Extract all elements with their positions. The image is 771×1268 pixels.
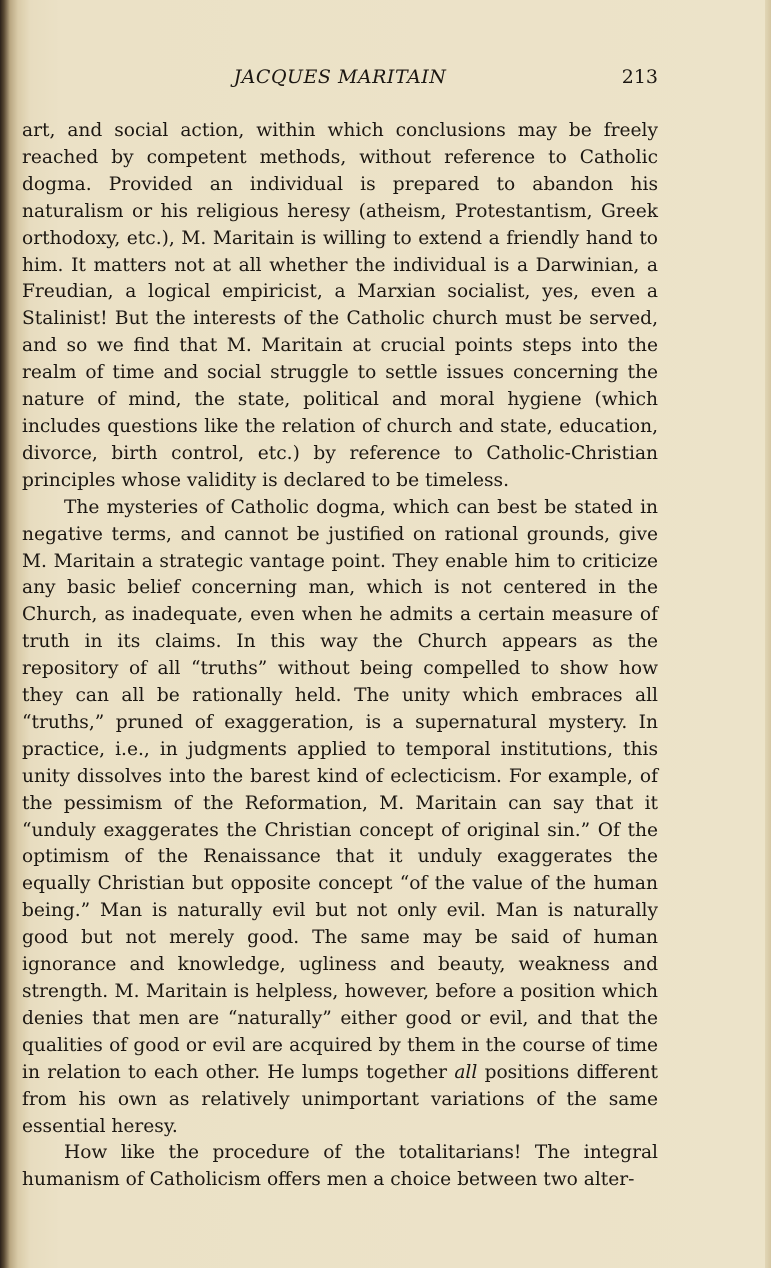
- paragraph-p1: [22, 118, 658, 495]
- text-segment: art, and social action, within which conclusions may be freely reached by competent methods, without reference to Catholic dogma. Provided an individual is prepared to abandon his naturalism or his religious heresy (atheism, Protestantism, Greek orthodoxy, etc.), M. Maritain is willing to extend a friendly hand to him. It matters not at all whether the individual is a Darwinian, a Freudian, a logical empiricist, a Marxian socialist, yes, even a Stalinist! But the interests of the Catholic church must be served, and so we find that M. Maritain at crucial points steps into the realm of time and social struggle to settle issues concerning the nature of mind, the state, political and moral hygiene (which includes questions like the relation of church and state, education, divorce, birth control, etc.) by reference to Catholic-Christian principles whose validity is declared to be timeless.: [22, 120, 658, 491]
- emphasized-text: all: [454, 1061, 478, 1083]
- paragraph-p3: [22, 1140, 658, 1194]
- paragraph-p2: [22, 495, 658, 1141]
- running-head: JACQUES MARITAIN: [233, 66, 447, 88]
- text-segment: How like the procedure of the totalitarians! The integral humanism of Catholicism offers men a choice between two alter-: [22, 1142, 658, 1191]
- page-edge: [765, 0, 771, 1268]
- text-segment: The mysteries of Catholic dogma, which can best be stated in negative terms, and cannot be justified on rational grounds, give M. Maritain a strategic vantage point. They enable him to criticize any basic belief concerning man, which is not centered in the Church, as inadequate, even when he admits a certain measure of truth in its claims. In this way the Church appears as the repository of all “truths” without being compelled to show how they can all be rationally held. The unity which embraces all “truths,” pruned of exaggeration, is a supernatural mystery. In practice, i.e., in judgments applied to temporal institutions, this unity dissolves into the barest kind of eclecticism. For example, of the pessimism of the Reformation, M. Maritain can say that it “unduly exaggerates the Christian concept of original sin.” Of the optimism of the Renaissance that it unduly exaggerates the equally Christian but opposite concept “of the value of the human being.” Man is naturally evil but not only evil. Man is naturally good but not merely good. The same may be said of human ignorance and knowledge, ugliness and beauty, weakness and strength. M. Maritain is helpless, however, before a position which denies that men are “naturally” either good or evil, and that the qualities of good or evil are acquired by them in the course of time in relation to each other. He lumps together: [22, 496, 658, 1083]
- page-number: 213: [621, 66, 658, 88]
- page-header: [22, 64, 658, 94]
- body-text: [22, 118, 658, 1194]
- text-segment: positions different from his own as relatively unimportant variations of the same essential heresy.: [22, 1061, 658, 1137]
